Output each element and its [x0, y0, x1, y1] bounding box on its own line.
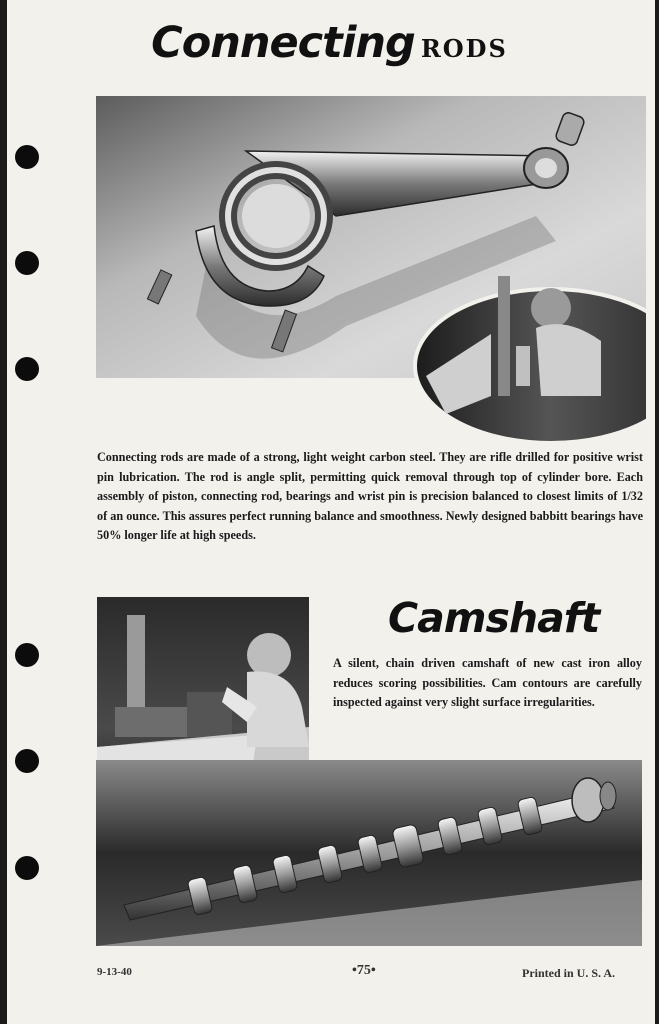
binder-hole-3: [15, 357, 39, 381]
binder-hole-1: [15, 145, 39, 169]
camshaft-text: A silent, chain driven camshaft of new cast iron alloy reduces scoring possibilities. Cam contours are carefully inspected against very slight surface irregularities.: [333, 656, 642, 710]
title-main: Connecting: [151, 18, 415, 68]
binder-hole-4: [15, 643, 39, 667]
camshaft-title: Camshaft: [388, 594, 600, 642]
connecting-rods-text: Connecting rods are made of a strong, light weight carbon steel. They are rifle drilled for positive wrist pin lubrication. The rod is angle split, permitting quick removal through top of cylinder bore. Each assembly of piston, connecting rod, bearings and wrist pin is precision balanced to closest limits of 1/32 of an ounce. This assures perfect running balance and smoothness. Newly designed babbitt bearings have 50% longer life at high speeds.: [97, 450, 643, 543]
title-sub: RODS: [420, 34, 508, 63]
footer-page-number: •75•: [352, 963, 376, 978]
binder-hole-6: [15, 856, 39, 880]
connecting-rod-photo: [96, 96, 646, 442]
binder-hole-5: [15, 749, 39, 773]
footer-date: 9-13-40: [97, 966, 132, 978]
footer-printed: Printed in U. S. A.: [522, 966, 616, 980]
camshaft-photo: [96, 760, 642, 946]
binder-hole-2: [15, 251, 39, 275]
page-title: [0, 18, 659, 68]
